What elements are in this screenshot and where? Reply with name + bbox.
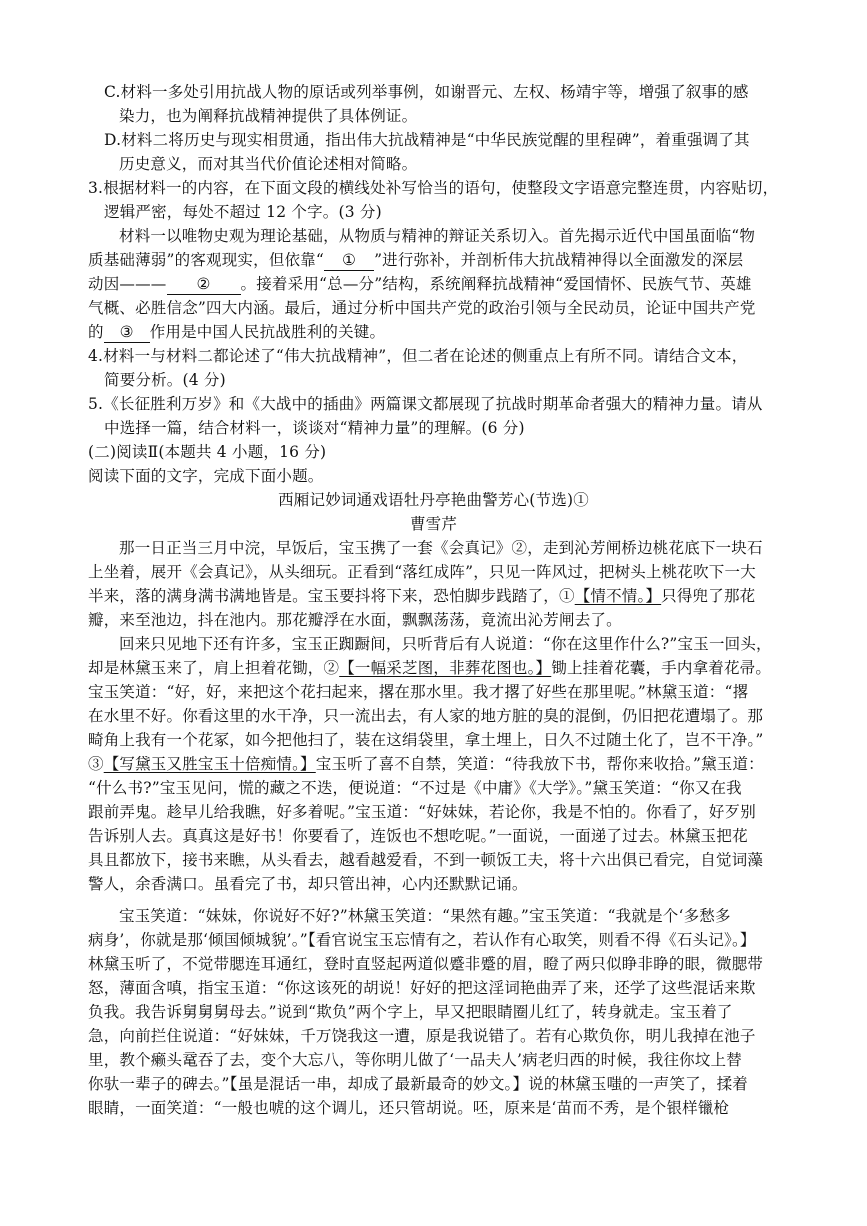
passage-text: 只得兜了那花 xyxy=(661,587,756,605)
passage-line: 怒，薄面含嗔，指宝玉道：“你这该死的胡说！好好的把这淫词艳曲弄了来，还学了这些混话来欺 xyxy=(88,979,756,997)
q3-passage-line-2 xyxy=(88,248,743,272)
passage-line: 负我。我告诉舅舅舅母去。”说到“欺负”两个字上，早又把眼睛圈儿红了，转身就走。宝玉着了 xyxy=(88,1003,733,1021)
passage-line: 宝玉笑道：“好，好，来把这个花扫起来，撂在那水里。我才撂了好些在那里呢。”林黛玉道：“撂 xyxy=(88,683,749,701)
passage-line: 急，向前拦住说道：“好妹妹，千万饶我这一遭，原是我说错了。若有心欺负你，明儿我掉在池子 xyxy=(88,1027,756,1045)
passage-line xyxy=(88,752,764,776)
annotation-2: 【一幅采芝图，非葬花图也。】 xyxy=(339,659,552,677)
passage-line: 那一日正当三月中浣，早饭后，宝玉携了一套《会真记》②，走到沁芳闸桥边桃花底下一块石 xyxy=(119,539,763,557)
blank-1: ① xyxy=(324,250,374,271)
passage-line: 宝玉笑道：“妹妹，你说好不好?”林黛玉笑道：“果然有趣。”宝玉笑道：“我就是个‘多愁多 xyxy=(119,907,731,925)
passage-text: 宝玉听了喜不自禁，笑道：“待我放下书，帮你来收拾。”黛玉道： xyxy=(315,755,764,773)
q3-text: ”进行弥补，并剖析伟大抗战精神得以全面激发的深层 xyxy=(374,251,744,269)
option-c-line-1: C.材料一多处引用抗战人物的原话或列举事例，如谢晋元、左权、杨靖宇等，增强了叙事的感 xyxy=(104,83,749,101)
blank-3: ③ xyxy=(104,322,150,343)
passage-line: 畸角上我有一个花冢，如今把他扫了，装在这绢袋里，拿土埋上，日久不过随土化了，岂不干净。” xyxy=(88,731,764,749)
passage-line: 瓣，来至池边，抖在池内。那花瓣浮在水面，飘飘荡荡，竟流出沁芳闸去了。 xyxy=(88,611,622,629)
passage-title: 西厢记妙词通戏语牡丹亭艳曲警芳心(节选)① xyxy=(278,491,589,509)
q3-text: 的 xyxy=(88,323,104,341)
passage-line: 眼睛，一面笑道：“一般也唬的这个调儿，还只管胡说。呸，原来是‘苗而不秀，是个银样镴枪 xyxy=(88,1099,730,1117)
passage-text: 锄上挂着花囊，手内拿着花帚。 xyxy=(551,659,772,677)
option-d-line-1: D.材料二将历史与现实相贯通，指出伟大抗战精神是“中华民族觉醒的里程碑”，着重强调了其 xyxy=(104,131,750,149)
passage-line: 警人，余香满口。虽看完了书，却只管出神，心内还默默记诵。 xyxy=(88,875,528,893)
passage-line: 在水里不好。你看这里的水干净，只一流出去，有人家的地方脏的臭的混倒，仍旧把花遭塌了。那 xyxy=(88,707,764,725)
passage-author: 曹雪芹 xyxy=(409,515,458,533)
passage-line: 病身’，你就是那‘倾国倾城貌’。”【看官说宝玉忘情有之，若认作有心取笑，则看不得《石头记》。】 xyxy=(88,931,756,949)
passage-text: ③ xyxy=(88,755,104,773)
q3-passage-line-5 xyxy=(88,320,385,344)
question-5-line-1: 5.《长征胜利万岁》和《大战中的插曲》两篇课文都展现了抗战时期革命者强大的精神力量。请从 xyxy=(88,395,763,413)
question-5-line-2: 中选择一篇，结合材料一，谈谈对“精神力量”的理解。(6 分) xyxy=(104,419,525,437)
q3-passage-line-4: 气概、必胜信念”四大内涵。最后，通过分析中国共产党的政治引领与全民动员，论证中国共产党 xyxy=(88,299,756,317)
passage-line: 里，教个癞头鼋吞了去，变个大忘八，等你明儿做了‘一品夫人’病老归西的时候，我往你坟上替 xyxy=(88,1051,742,1069)
q3-passage-line-1: 材料一以唯物史观为理论基础，从物质与精神的辩证关系切入。首先揭示近代中国虽面临“物 xyxy=(119,227,756,245)
q3-text: 动因——— xyxy=(88,275,167,293)
passage-line: 上坐着，展开《会真记》，从头细玩。正看到“落红成阵”，只见一阵风过，把树头上桃花吹下一大 xyxy=(88,563,756,581)
passage-line: “什么书?”宝玉见问，慌的藏之不迭，便说道：“不过是《中庸》《大学》。”黛玉笑道：“你又在我 xyxy=(88,779,742,797)
question-4-line-2: 简要分析。(4 分) xyxy=(104,371,226,389)
q3-text: 。接着采用“总—分”结构，系统阐释抗战精神“爱国情怀、民族气节、英雄 xyxy=(240,275,752,293)
passage-line xyxy=(88,656,771,680)
passage-line: 你驮一辈子的碑去。”【虽是混话一串，却成了最新最奇的妙文。】说的林黛玉嗤的一声笑了，揉着 xyxy=(88,1075,748,1093)
q3-text: 质基础薄弱”的客观现实，但依靠“ xyxy=(88,251,325,269)
question-3-line-2: 逻辑严密，每处不超过 12 个字。(3 分) xyxy=(104,203,382,221)
passage-text: 却是林黛玉来了，肩上担着花锄，② xyxy=(88,659,340,677)
annotation-1: 【情不情。】 xyxy=(574,587,662,605)
annotation-3: 【写黛玉又胜宝玉十倍痴情。】 xyxy=(103,755,316,773)
passage-line: 告诉别人去。真真这是好书！你要看了，连饭也不想吃呢。”一面说，一面递了过去。林黛玉把花 xyxy=(88,827,748,845)
passage-line xyxy=(88,584,755,608)
question-4-line-1: 4.材料一与材料二都论述了“伟大抗战精神”，但二者在论述的侧重点上有所不同。请结合文本， xyxy=(88,347,748,365)
option-d-line-2: 历史意义，而对其当代价值论述相对简略。 xyxy=(119,155,418,173)
q3-passage-line-3 xyxy=(88,272,752,296)
passage-line: 林黛玉听了，不觉带腮连耳通红，登时直竖起两道似蹙非蹙的眉，瞪了两只似睁非睁的眼，微腮带 xyxy=(88,955,764,973)
question-3-line-1: 3.根据材料一的内容，在下面文段的横线处补写恰当的语句，使整段文字语意完整连贯，内容贴切， xyxy=(88,179,779,197)
section-instruction: 阅读下面的文字，完成下面小题。 xyxy=(88,467,324,485)
option-c-line-2: 染力，也为阐释抗战精神提供了具体例证。 xyxy=(119,107,418,125)
section-heading: (二)阅读Ⅱ(本题共 4 小题，16 分) xyxy=(88,443,327,461)
passage-line: 跟前弄鬼。趁早儿给我瞧，好多着呢。”宝玉道：“好妹妹，若论你，我是不怕的。你看了，好歹别 xyxy=(88,803,756,821)
blank-2: ② xyxy=(167,274,241,295)
q3-text: 作用是中国人民抗战胜利的关键。 xyxy=(149,323,386,341)
passage-line: 回来只见地下还有许多，宝玉正踟蹰间，只听背后有人说道：“你在这里作什么?”宝玉一回头， xyxy=(119,635,772,653)
passage-text: 半来，落的满身满书满地皆是。宝玉要抖将下来，恐怕脚步践踏了，① xyxy=(88,587,575,605)
passage-line: 具且都放下，接书来瞧，从头看去，越看越爱看，不到一顿饭工夫，将十六出俱已看完，自觉词藻 xyxy=(88,851,764,869)
